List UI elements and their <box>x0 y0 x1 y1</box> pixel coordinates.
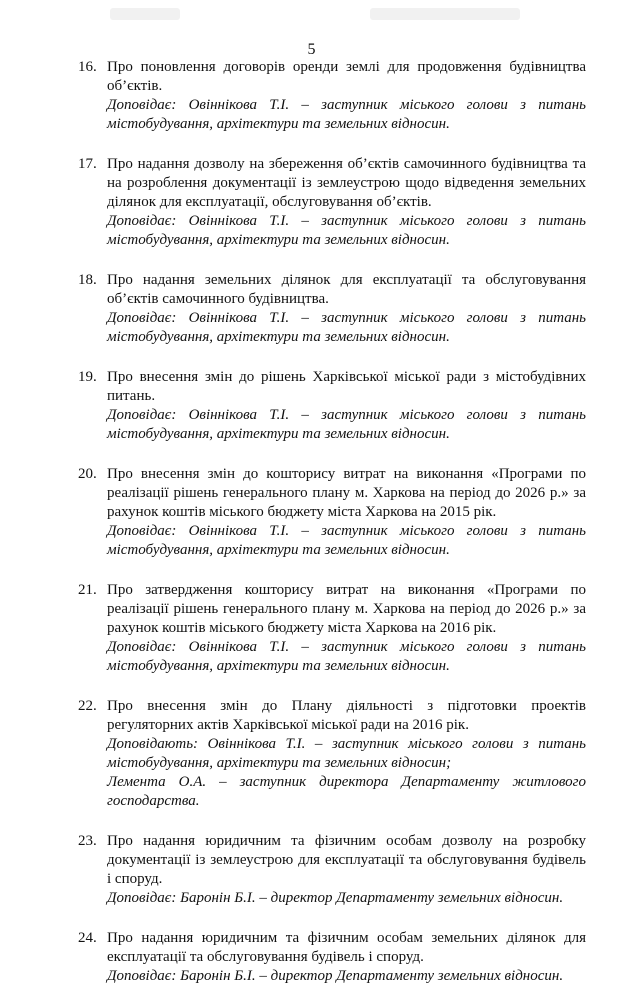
agenda-item <box>78 271 586 347</box>
reporter-label: Доповідає: <box>107 639 177 655</box>
agenda-item <box>78 929 586 986</box>
agenda-item-reporter <box>107 309 586 347</box>
agenda-item-number: 21. <box>78 582 97 598</box>
reporter-label: Доповідають: <box>107 736 199 752</box>
agenda-item-reporter <box>107 96 586 134</box>
reporter-label: Доповідає: <box>107 97 177 113</box>
reporter-text: Овіннікова Т.І. – заступник міського голови з питань містобудування, архітектури та земельних відносин. <box>107 523 586 558</box>
reporter-label: Доповідає: <box>107 968 177 984</box>
reporter-label: Доповідає: <box>107 890 177 906</box>
reporter-text: Баронін Б.І. – директор Департаменту земельних відносин. <box>180 968 564 984</box>
agenda-item <box>78 155 586 250</box>
agenda-item-reporter <box>107 406 586 444</box>
agenda-item-title: Про поновлення договорів оренди землі для продовження будівництва об’єктів. <box>107 59 586 94</box>
agenda-item-title: Про внесення змін до рішень Харківської міської ради з містобудівних питань. <box>107 369 586 404</box>
agenda-item-reporter <box>107 638 586 676</box>
reporter-label: Доповідає: <box>107 523 177 539</box>
agenda-item-title: Про внесення змін до кошторису витрат на виконання «Програми по реалізації рішень генерального плану м. Харкова на період до 2026 р.» за рахунок коштів міського бюджету міста Харкова на 2015 рік. <box>107 466 586 520</box>
agenda-item <box>78 368 586 444</box>
agenda-item-number: 17. <box>78 156 97 172</box>
agenda-item-reporter <box>107 522 586 560</box>
agenda-item-body <box>107 832 586 908</box>
agenda-item-number: 16. <box>78 59 97 75</box>
agenda-item-title: Про надання дозволу на збереження об’єктів самочинного будівництва та на розроблення документації із землеустрою щодо відведення земельних ділянок для експлуатації, обслуговування об’єктів. <box>107 156 586 210</box>
agenda-item-reporter <box>107 967 586 986</box>
agenda-item-reporter <box>107 735 586 773</box>
agenda-item <box>78 581 586 676</box>
agenda-item-number: 24. <box>78 930 97 946</box>
scan-artifact <box>370 8 520 20</box>
agenda-item-body <box>107 368 586 444</box>
reporter-text: Овіннікова Т.І. – заступник міського голови з питань містобудування, архітектури та земельних відносин. <box>107 407 586 442</box>
reporter-text: Овіннікова Т.І. – заступник міського голови з питань містобудування, архітектури та земельних відносин. <box>107 97 586 132</box>
reporter-text: Баронін Б.І. – директор Департаменту земельних відносин. <box>180 890 564 906</box>
agenda-item-number: 19. <box>78 369 97 385</box>
reporter-text: Овіннікова Т.І. – заступник міського голови з питань містобудування, архітектури та земельних відносин. <box>107 213 586 248</box>
reporter-text: Овіннікова Т.І. – заступник міського голови з питань містобудування, архітектури та земельних відносин. <box>107 310 586 345</box>
agenda-item-body <box>107 155 586 250</box>
reporter-text: Лемента О.А. – заступник директора Департаменту житлового господарства. <box>107 774 586 809</box>
agenda-item-number: 22. <box>78 698 97 714</box>
reporter-text: Овіннікова Т.І. – заступник міського голови з питань містобудування, архітектури та земельних відносин. <box>107 639 586 674</box>
agenda-item-body <box>107 58 586 134</box>
agenda-item-title: Про затвердження кошторису витрат на виконання «Програми по реалізації рішень генерального плану м. Харкова на період до 2026 р.» за рахунок коштів міського бюджету міста Харкова на 2016 рік. <box>107 582 586 636</box>
agenda-item-number: 18. <box>78 272 97 288</box>
reporter-text: Овіннікова Т.І. – заступник міського голови з питань містобудування, архітектури та земельних відносин; <box>107 736 587 771</box>
agenda-item <box>78 697 586 811</box>
reporter-label: Доповідає: <box>107 407 177 423</box>
agenda-item-title: Про внесення змін до Плану діяльності з підготовки проектів регуляторних актів Харківської міської ради на 2016 рік. <box>107 698 586 733</box>
agenda-item-reporter <box>107 773 586 811</box>
agenda-item-body <box>107 581 586 676</box>
agenda-item <box>78 58 586 134</box>
agenda-item-number: 20. <box>78 466 97 482</box>
agenda-item-reporter <box>107 212 586 250</box>
agenda-item-title: Про надання юридичним та фізичним особам земельних ділянок для експлуатації та обслуговування будівель і споруд. <box>107 930 586 965</box>
agenda-list <box>78 58 586 1007</box>
agenda-item-body <box>107 697 586 811</box>
reporter-label: Доповідає: <box>107 213 177 229</box>
agenda-item-number: 23. <box>78 833 97 849</box>
page-number: 5 <box>307 41 316 58</box>
agenda-item <box>78 465 586 560</box>
scan-artifact <box>110 8 180 20</box>
agenda-item-reporter <box>107 889 586 908</box>
reporter-label: Доповідає: <box>107 310 177 326</box>
agenda-item-body <box>107 271 586 347</box>
agenda-item-body <box>107 465 586 560</box>
agenda-item <box>78 832 586 908</box>
agenda-item-title: Про надання земельних ділянок для експлуатації та обслуговування об’єктів самочинного будівництва. <box>107 272 586 307</box>
agenda-item-title: Про надання юридичним та фізичним особам дозволу на розробку документації із землеустрою для експлуатації та обслуговування будівель і споруд. <box>107 833 586 887</box>
agenda-item-body <box>107 929 586 986</box>
